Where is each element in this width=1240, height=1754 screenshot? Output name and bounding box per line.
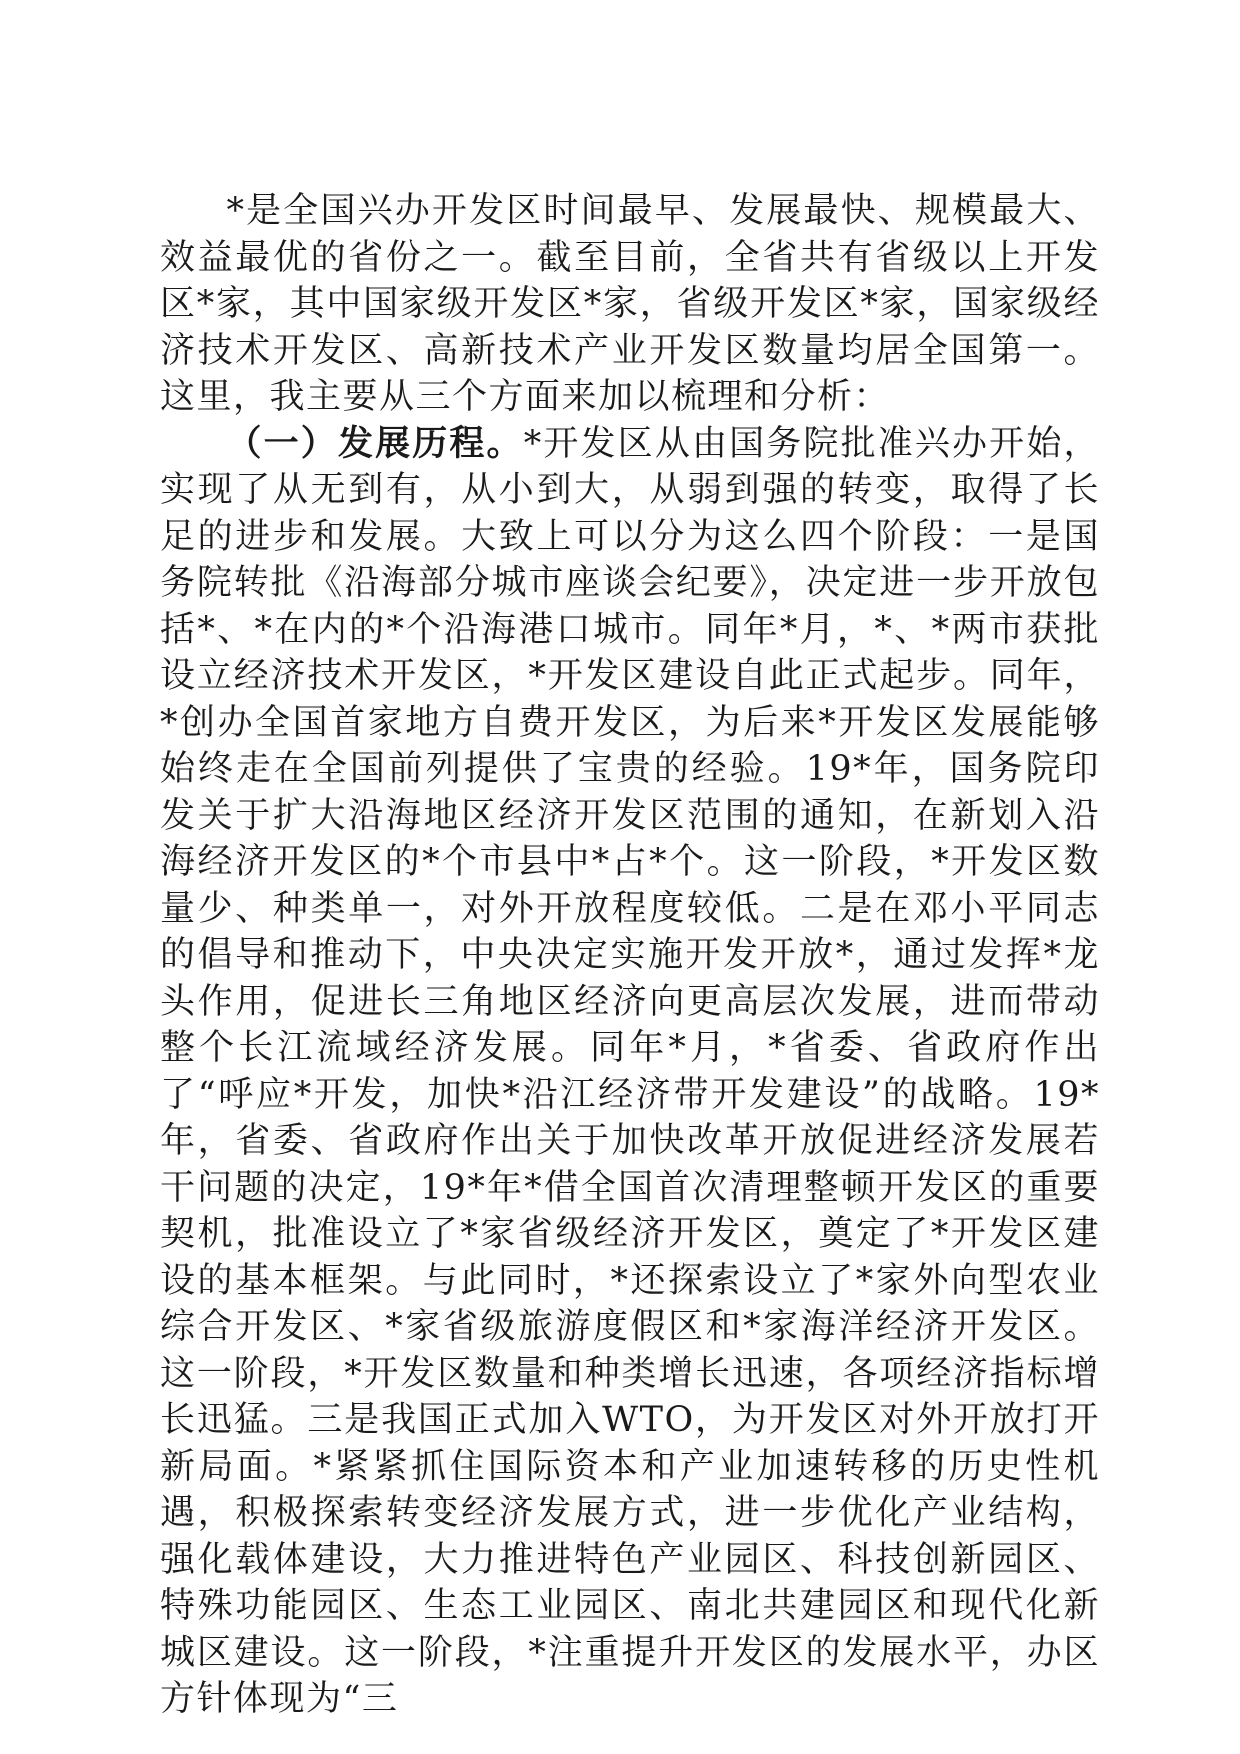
development-history-paragraph [160, 421, 1100, 1723]
document-page [160, 188, 1100, 1723]
section-body-text: *开发区从由国务院批准兴办开始，实现了从无到有，从小到大，从弱到强的转变，取得了长足的进步和发展。大致上可以分为这么四个阶段：一是国务院转批《沿海部分城市座谈会纪要》，决定进一步开放包括*、*在内的*个沿海港口城市。同年*月，*、*两市获批设立经济技术开发区，*开发区建设自此正式起步。同年，*创办全国首家地方自费开发区，为后来*开发区发展能够始终走在全国前列提供了宝贵的经验。19*年，国务院印发关于扩大沿海地区经济开发区范围的通知，在新划入沿海经济开发区的*个市县中*占*个。这一阶段，*开发区数量少、种类单一，对外开放程度较低。二是在邓小平同志的倡导和推动下，中央决定实施开发开放*，通过发挥*龙头作用，促进长三角地区经济向更高层次发展，进而带动整个长江流域经济发展。同年*月，*省委、省政府作出了“呼应*开发，加快*沿江经济带开发建设”的战略。19*年，省委、省政府作出关于加快改革开放促进经济发展若干问题的决定，19*年*借全国首次清理整顿开发区的重要契机，批准设立了*家省级经济开发区，奠定了*开发区建设的基本框架。与此同时，*还探索设立了*家外向型农业综合开发区、*家省级旅游度假区和*家海洋经济开发区。这一阶段，*开发区数量和种类增长迅速，各项经济指标增长迅猛。三是我国正式加入WTO，为开发区对外开放打开新局面。*紧紧抓住国际资本和产业加速转移的历史性机遇，积极探索转变经济发展方式，进一步优化产业结构，强化载体建设，大力推进特色产业园区、科技创新园区、特殊功能园区、生态工业园区、南北共建园区和现代化新城区建设。这一阶段，*注重提升开发区的发展水平，办区方针体现为“三 [160, 423, 1100, 1719]
section-heading: （一）发展历程。 [226, 422, 524, 464]
intro-paragraph: *是全国兴办开发区时间最早、发展最快、规模最大、效益最优的省份之一。截至目前，全省共有省级以上开发区*家，其中国家级开发区*家，省级开发区*家，国家级经济技术开发区、高新技术产业开发区数量均居全国第一。这里，我主要从三个方面来加以梳理和分析： [160, 191, 1100, 417]
